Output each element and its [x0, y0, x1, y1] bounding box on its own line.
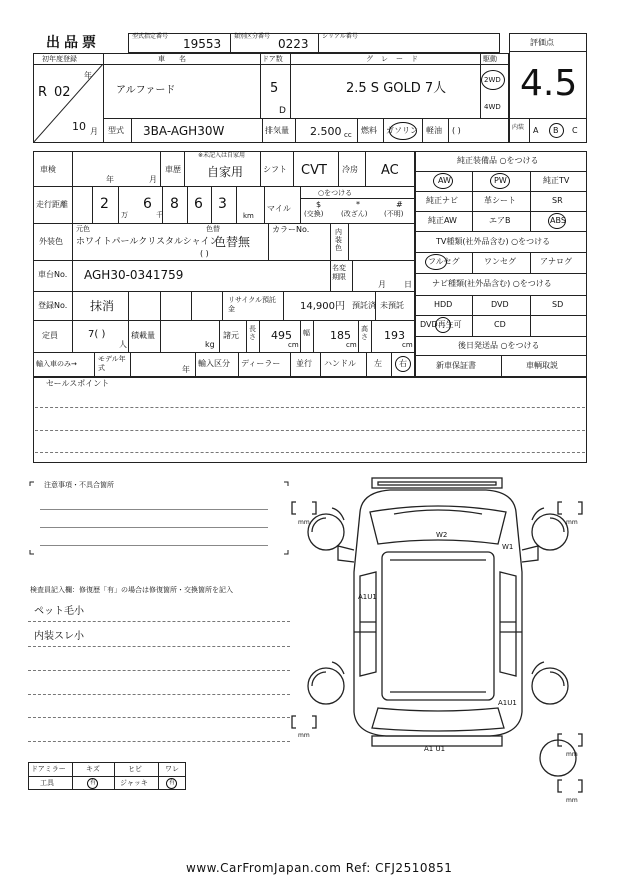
mileage-digit-3: 8: [170, 196, 179, 212]
color-label: 外装色: [39, 237, 63, 246]
eval-score: 4.5: [520, 63, 578, 104]
recycle-deposited: 預託済: [352, 301, 376, 310]
navi-hdd: HDD: [434, 300, 453, 309]
mileage-unit-man: 万: [121, 211, 128, 219]
usage-label: 車歴: [165, 165, 181, 174]
handle-left: 左: [374, 359, 382, 368]
import-dealer: ディーラー: [241, 359, 281, 368]
inspector-label: 検査員記入欄：修復歴「有」の場合は修復箇所・交換箇所を記入: [30, 586, 233, 594]
tv-analog: アナログ: [540, 257, 572, 266]
model-cert-value: 19553: [183, 37, 222, 51]
mm-rear-right: mm: [566, 751, 578, 758]
drive-2wd: 2WD: [484, 76, 501, 84]
capacity-label: 定員: [42, 331, 58, 340]
length-value: 495: [271, 329, 292, 342]
fuel-value: ガソリン: [386, 126, 418, 135]
equip-pw-circle: [490, 173, 510, 189]
drive-label: 駆動: [483, 55, 497, 63]
name-change-label: 名変期限: [332, 264, 346, 281]
exchange-symbol: $: [316, 200, 322, 209]
first-reg-label: 初年度登録: [42, 55, 77, 63]
fuel-circle: [389, 122, 417, 140]
sales-point-label: セールスポイント: [46, 379, 110, 388]
model-year-unit: 年: [182, 365, 190, 374]
equip-airbag: エアB: [489, 216, 511, 225]
interior-grade-b: B: [553, 126, 559, 135]
interior-label: 内装: [512, 124, 525, 131]
mileage-digit-5: 3: [218, 196, 227, 212]
interior-grade-a: A: [533, 126, 539, 135]
mm-rear-left: mm: [298, 732, 310, 739]
damage-a1u1-left: A1U1: [358, 593, 377, 601]
import-parallel: 並行: [296, 359, 312, 368]
damage-w1: W1: [502, 543, 514, 551]
reg-month: 10: [72, 120, 86, 133]
equip-genuine-aw: 純正AW: [428, 216, 457, 225]
color-change-label: 色替: [206, 225, 220, 233]
month-unit: 月: [90, 127, 98, 136]
dims-label: 諸元: [223, 331, 239, 340]
tamper-label: (改ざん): [341, 210, 368, 218]
drive-circle: [481, 70, 505, 90]
shift-value: CVT: [301, 163, 327, 178]
width-unit: cm: [346, 341, 357, 349]
length-unit: cm: [288, 341, 299, 349]
equip-abs: ABS: [550, 216, 566, 225]
load-unit: kg: [205, 340, 215, 349]
unknown-symbol: #: [396, 200, 403, 209]
note-line-2: 内装スレ小: [34, 631, 84, 642]
docs-manual: 車輌取説: [526, 361, 558, 370]
mileage-unit-km: km: [243, 212, 254, 220]
notes-frame: [28, 478, 290, 558]
inspection-year-unit: 年: [106, 175, 114, 184]
year-unit: 年: [84, 71, 92, 80]
legend-mirror: ドアミラー: [31, 765, 66, 773]
legend-crack: ヒビ: [128, 765, 142, 773]
door-type: D: [279, 106, 286, 116]
car-name: アルファード: [116, 85, 176, 96]
era: R: [38, 85, 48, 100]
usage-value: 自家用: [207, 165, 244, 179]
unknown-label: (不明): [384, 210, 404, 218]
equip-tv: 純正TV: [543, 176, 570, 185]
handle-right: 右: [399, 359, 407, 368]
tv-fullseg: フルセグ: [428, 257, 460, 266]
legend-jack-circle: [166, 778, 177, 789]
equip-aw: AW: [438, 176, 451, 185]
recycle-label: リサイクル預託金: [228, 296, 277, 313]
height-unit: cm: [402, 341, 413, 349]
equip-navi: 純正ナビ: [426, 196, 458, 205]
equip-aw-circle: [433, 173, 453, 189]
displacement-value: 2.500: [310, 125, 342, 138]
chassis-value: AGH30-0341759: [84, 268, 184, 282]
color-no-header: カラーNo.: [272, 225, 310, 234]
capacity-unit: 人: [119, 340, 127, 349]
tv-title: TV種類(社外品含む) ○をつける: [436, 237, 551, 246]
navi-cd: CD: [494, 320, 506, 329]
car-name-label: 車名: [158, 55, 200, 63]
equip-leather: 革シート: [484, 196, 516, 205]
mileage-circle-note: ○をつける: [318, 189, 353, 197]
sheet-title: 出品票: [46, 35, 100, 51]
damage-a1-u1-rear: A1 U1: [424, 745, 446, 753]
equip-abs-circle: [548, 213, 566, 229]
legend-jack: ジャッキ: [120, 779, 148, 787]
mm-spare: mm: [566, 797, 578, 804]
recycle-value: 14,900円: [300, 301, 345, 312]
color-paren: ( ): [200, 249, 209, 258]
capacity-value: 7( ): [88, 329, 106, 340]
light-oil-paren: ( ): [452, 126, 461, 135]
fuel-label: 燃料: [361, 126, 377, 135]
tamper-symbol: *: [356, 200, 360, 209]
displacement-unit: cc: [344, 131, 352, 139]
tv-oneseg: ワンセグ: [484, 257, 516, 266]
ac-value: AC: [381, 163, 399, 178]
damage-w2: W2: [436, 531, 448, 539]
legend-tools: 工具: [40, 779, 54, 787]
sales-point-box: [33, 377, 587, 463]
mileage-label: 走行距離: [36, 200, 68, 209]
car-diagram: [290, 472, 600, 812]
reg-value: 抹消: [90, 299, 115, 313]
exchange-label: (交換): [304, 210, 324, 218]
inspection-month-unit: 月: [149, 175, 157, 184]
height-label: 高さ: [361, 325, 368, 341]
equip-pw: PW: [494, 176, 507, 185]
reg-label: 登録No.: [38, 301, 68, 310]
serial-label: シリアル番号: [322, 33, 358, 40]
displacement-label: 排気量: [265, 126, 289, 135]
notes-title: 注意事項・不具合箇所: [44, 481, 114, 489]
name-change-day: 日: [404, 280, 412, 289]
handle-label: ハンドル: [324, 359, 356, 368]
import-label: 輸入車のみ→: [36, 360, 77, 368]
legend-jack-have: 有: [169, 779, 176, 786]
ac-label: 冷房: [342, 165, 358, 174]
model-label: 型式: [108, 126, 124, 135]
docs-warranty: 新車保証書: [436, 361, 476, 370]
drive-4wd: 4WD: [484, 103, 501, 111]
doors-label: ドア数: [262, 55, 283, 63]
navi-dvd-play: DVD再生可: [420, 320, 462, 329]
tv-fullseg-circle: [425, 254, 447, 270]
usage-note: ※未記入は自家用: [198, 152, 246, 159]
name-change-month: 月: [378, 280, 386, 289]
eval-label: 評価点: [530, 38, 554, 47]
legend-tools-have: 有: [90, 779, 97, 786]
legend-break: ワレ: [165, 765, 179, 773]
orig-color-value: ホワイトパールクリスタルシャイン: [76, 237, 219, 247]
model-cert-label: 型式指定番号: [132, 33, 169, 40]
handle-circle: [395, 356, 411, 372]
length-label: 長さ: [249, 325, 256, 341]
chassis-label: 車台No.: [38, 270, 68, 279]
legend-scratch: キズ: [86, 765, 100, 773]
legend-tools-circle: [87, 778, 98, 789]
equip-title: 純正装備品 ○をつける: [457, 156, 539, 165]
color-change-value: 色替無: [214, 235, 251, 249]
footer-watermark: www.CarFromJapan.com Ref: CFJ2510851: [186, 861, 453, 875]
shift-label: シフト: [263, 165, 287, 174]
model-year-label: モデル年式: [98, 355, 126, 372]
note-line-1: ペット毛小: [34, 606, 84, 617]
docs-title: 後日発送品 ○をつける: [458, 341, 540, 350]
inspection-label: 車検: [40, 165, 56, 174]
light-oil-label: 軽油: [426, 126, 442, 135]
mm-front-left: mm: [298, 519, 310, 526]
width-label: 幅: [303, 329, 310, 337]
navi-dvd: DVD: [491, 300, 509, 309]
int-color-label: 内装色: [335, 228, 342, 252]
equip-sr: SR: [552, 196, 563, 205]
navi-sd: SD: [552, 300, 564, 309]
reg-year: 02: [54, 85, 71, 100]
damage-a1u1-right: A1U1: [498, 699, 517, 707]
mileage-digit-1: 2: [100, 196, 109, 212]
interior-grade-c: C: [572, 126, 578, 135]
doors-value: 5: [270, 81, 279, 96]
navi-dvd-play-circle: [435, 317, 451, 333]
mile-label: マイル: [267, 204, 291, 213]
orig-color-label: 元色: [76, 225, 90, 233]
width-value: 185: [330, 329, 351, 342]
grade-value: 2.5 S GOLD 7人: [346, 81, 447, 96]
mileage-digit-4: 6: [194, 196, 203, 212]
class-label: 類別区分番号: [234, 33, 271, 40]
load-label: 積載量: [131, 331, 155, 340]
recycle-undeposited: 未預託: [380, 301, 404, 310]
navi-title: ナビ種類(社外品含む) ○をつける: [432, 279, 552, 288]
interior-grade-circle: [549, 123, 564, 138]
height-value: 193: [384, 329, 405, 342]
mileage-unit-sen: 千: [156, 211, 163, 219]
class-value: 0223: [278, 37, 309, 51]
grade-label: グレード: [366, 55, 426, 63]
model-code: 3BA-AGH30W: [143, 124, 225, 138]
mileage-digit-2: 6: [143, 196, 152, 212]
import-type-label: 輸入区分: [198, 359, 230, 368]
mm-front-right: mm: [566, 519, 578, 526]
